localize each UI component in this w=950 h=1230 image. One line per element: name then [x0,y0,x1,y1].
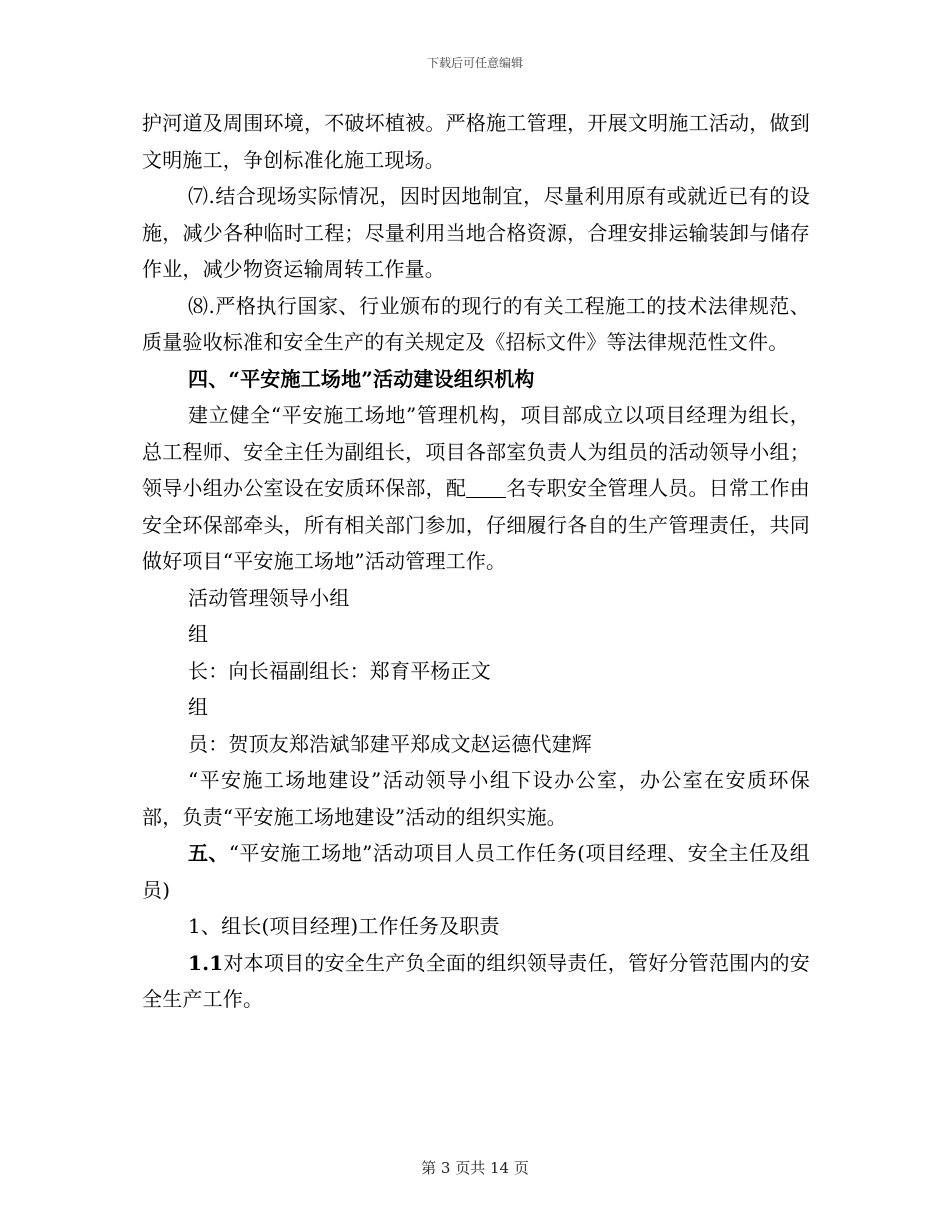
paragraph-organization [142,397,810,580]
page-footer: 第 3 页共 14 页 [421,1159,529,1177]
section-heading-5 [142,835,810,908]
paragraph-1-1-text: 对本项目的安全生产负全面的组织领导责任，管好分管范围内的安全生产工作。 [142,950,810,1011]
section-heading-4: 四、“平安施工场地”活动建设组织机构 [188,366,535,391]
paragraph-leaders: 长：向长福副组长：郑育平杨正文 [188,658,491,683]
document-body [142,105,810,1018]
page-header: 下载后可任意编辑 [426,56,523,70]
paragraph-organization-part2: 名专职安全管理人员。日常工作由安全环保部牵头，所有相关部门参加，仔细履行各自的生产管理责任，共同做好项目“平安施工场地”活动管理工作。 [142,476,811,573]
paragraph-office: “平安施工场地建设”活动领导小组下设办公室，办公室在安质环保部，负责“平安施工场地建设”活动的组织实施。 [142,768,810,829]
paragraph-1-1-number: 1.1 [188,950,224,975]
paragraph-group-2: 组 [188,695,209,719]
paragraph-members: 员：贺顶友郑浩斌邹建平郑成文赵运德代建辉 [188,731,592,756]
paragraph-environment: 护河道及周围环境，不破坏植被。严格施工管理，开展文明施工活动，做到文明施工，争创标准化施工现场。 [142,111,810,172]
paragraph-leader-tasks: 1、组长(项目经理)工作任务及职责 [188,914,500,938]
paragraph-1-1 [142,945,810,1018]
paragraph-group-1: 组 [188,622,209,646]
section-heading-5-number: 五、 [188,841,229,865]
paragraph-item-7: ⑺.结合现场实际情况，因时因地制宜，尽量利用原有或就近已有的设施，减少各种临时工程；尽量利用当地合格资源，合理安排运输装卸与储存作业，减少物资运输周转工作量。 [142,184,810,281]
section-heading-5-text: “平安施工场地”活动项目人员工作任务(项目经理、安全主任及组员) [142,841,810,902]
paragraph-item-8: ⑻.严格执行国家、行业颁布的现行的有关工程施工的技术法律规范、质量验收标准和安全生产的有关规定及《招标文件》等法律规范性文件。 [142,293,810,354]
fill-in-blank [466,477,506,498]
paragraph-organization-part1: 建立健全“平安施工场地”管理机构，项目部成立以项目经理为组长，总工程师、安全主任为副组长，项目各部室负责人为组员的活动领导小组；领导小组办公室设在安质环保部，配 [142,403,810,500]
paragraph-leader-group-title: 活动管理领导小组 [188,585,350,610]
